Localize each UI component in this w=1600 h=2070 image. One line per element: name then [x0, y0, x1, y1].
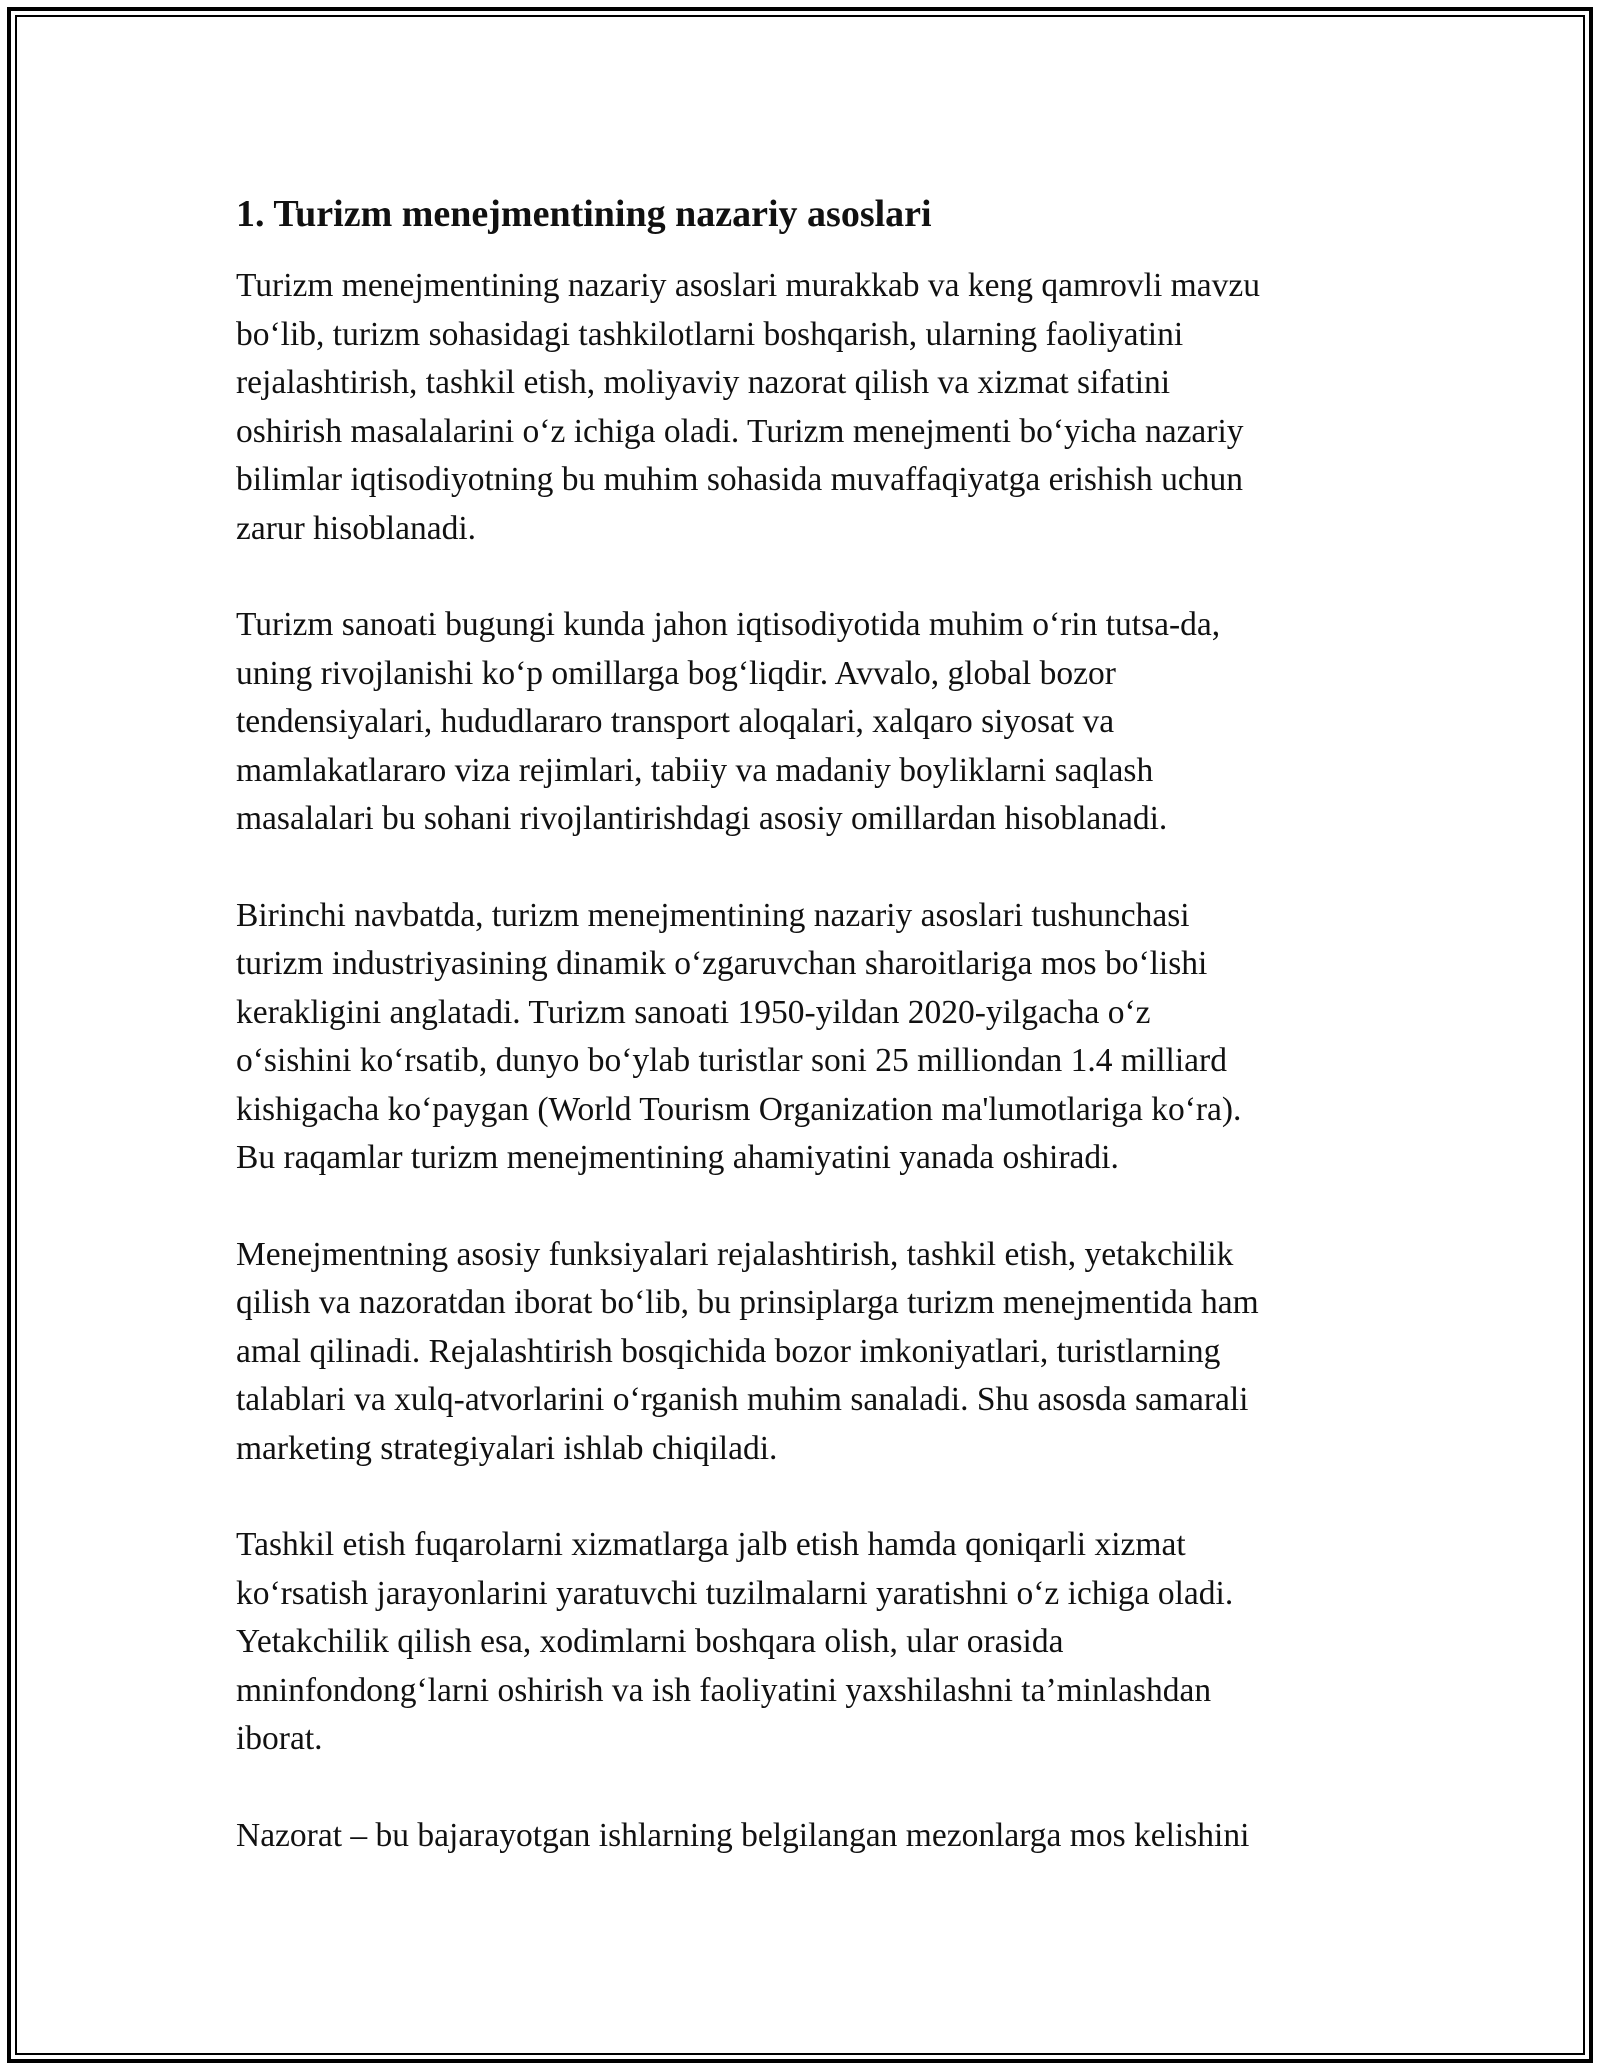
- paragraph-5: Tashkil etish fuqarolarni xizmatlarga jalb etish hamda qoniqarli xizmat ko‘rsatish jarayonlarini yaratuvchi tuzilmalarni yaratishni o‘z ichiga oladi. Yetakchilik qilish esa, xodimlarni boshqara olish, ular orasida mninfondong‘larni oshirish va ish faoliyatini yaxshilashni ta’minlashdan iborat.: [236, 1526, 1234, 1757]
- paragraph-2: Turizm sanoati bugungi kunda jahon iqtisodiyotida muhim o‘rin tutsa-da, uning rivojlanishi ko‘p omillarga bog‘liqdir. Avvalo, global bozor tendensiyalari, hududlararo transport aloqalari, xalqaro siyosat va mamlakatlararo viza rejimlari, tabiiy va madaniy boyliklarni saqlash masalalari bu sohani rivojlantirishdagi asosiy omillardan hisoblanadi.: [236, 606, 1221, 837]
- paragraph-3: Birinchi navbatda, turizm menejmentining nazariy asoslari tushunchasi turizm industriyasining dinamik o‘zgaruvchan sharoitlariga mos bo‘lishi kerakligini anglatadi. Turizm sanoati 1950-yildan 2020-yilgacha o‘z o‘sishini ko‘rsatib, dunyo bo‘ylab turistlar soni 25 milliondan 1.4 milliard kishigacha ko‘paygan (World Tourism Organization ma'lumotlariga ko‘ra). Bu raqamlar turizm menejmentining ahamiyatini yanada oshiradi.: [236, 896, 1242, 1176]
- section-heading: 1. Turizm menejmentining nazariy asoslari: [236, 193, 932, 235]
- paragraph-1: Turizm menejmentining nazariy asoslari murakkab va keng qamrovli mavzu bo‘lib, turizm sohasidagi tashkilotlarni boshqarish, ularning faoliyatini rejalashtirish, tashkil etish, moliyaviy nazorat qilish va xizmat sifatini oshirish masalalarini o‘z ichiga oladi. Turizm menejmenti bo‘yicha nazariy bilimlar iqtisodiyotning bu muhim sohasida muvaffaqiyatga erishish uchun zarur hisoblanadi.: [236, 267, 1260, 547]
- paragraph-6: Nazorat – bu bajarayotgan ishlarning belgilangan mezonlarga mos kelishini: [236, 1816, 1250, 1854]
- paragraph-4: Menejmentning asosiy funksiyalari rejalashtirish, tashkil etish, yetakchilik qilish va nazoratdan iborat bo‘lib, bu prinsiplarga turizm menejmentida ham amal qilinadi. Rejalashtirish bosqichida bozor imkoniyatlari, turistlarning talablari va xulq-atvorlarini o‘rganish muhim sanaladi. Shu asosda samarali marketing strategiyalari ishlab chiqiladi.: [236, 1235, 1259, 1467]
- document-body: [236, 188, 1376, 1908]
